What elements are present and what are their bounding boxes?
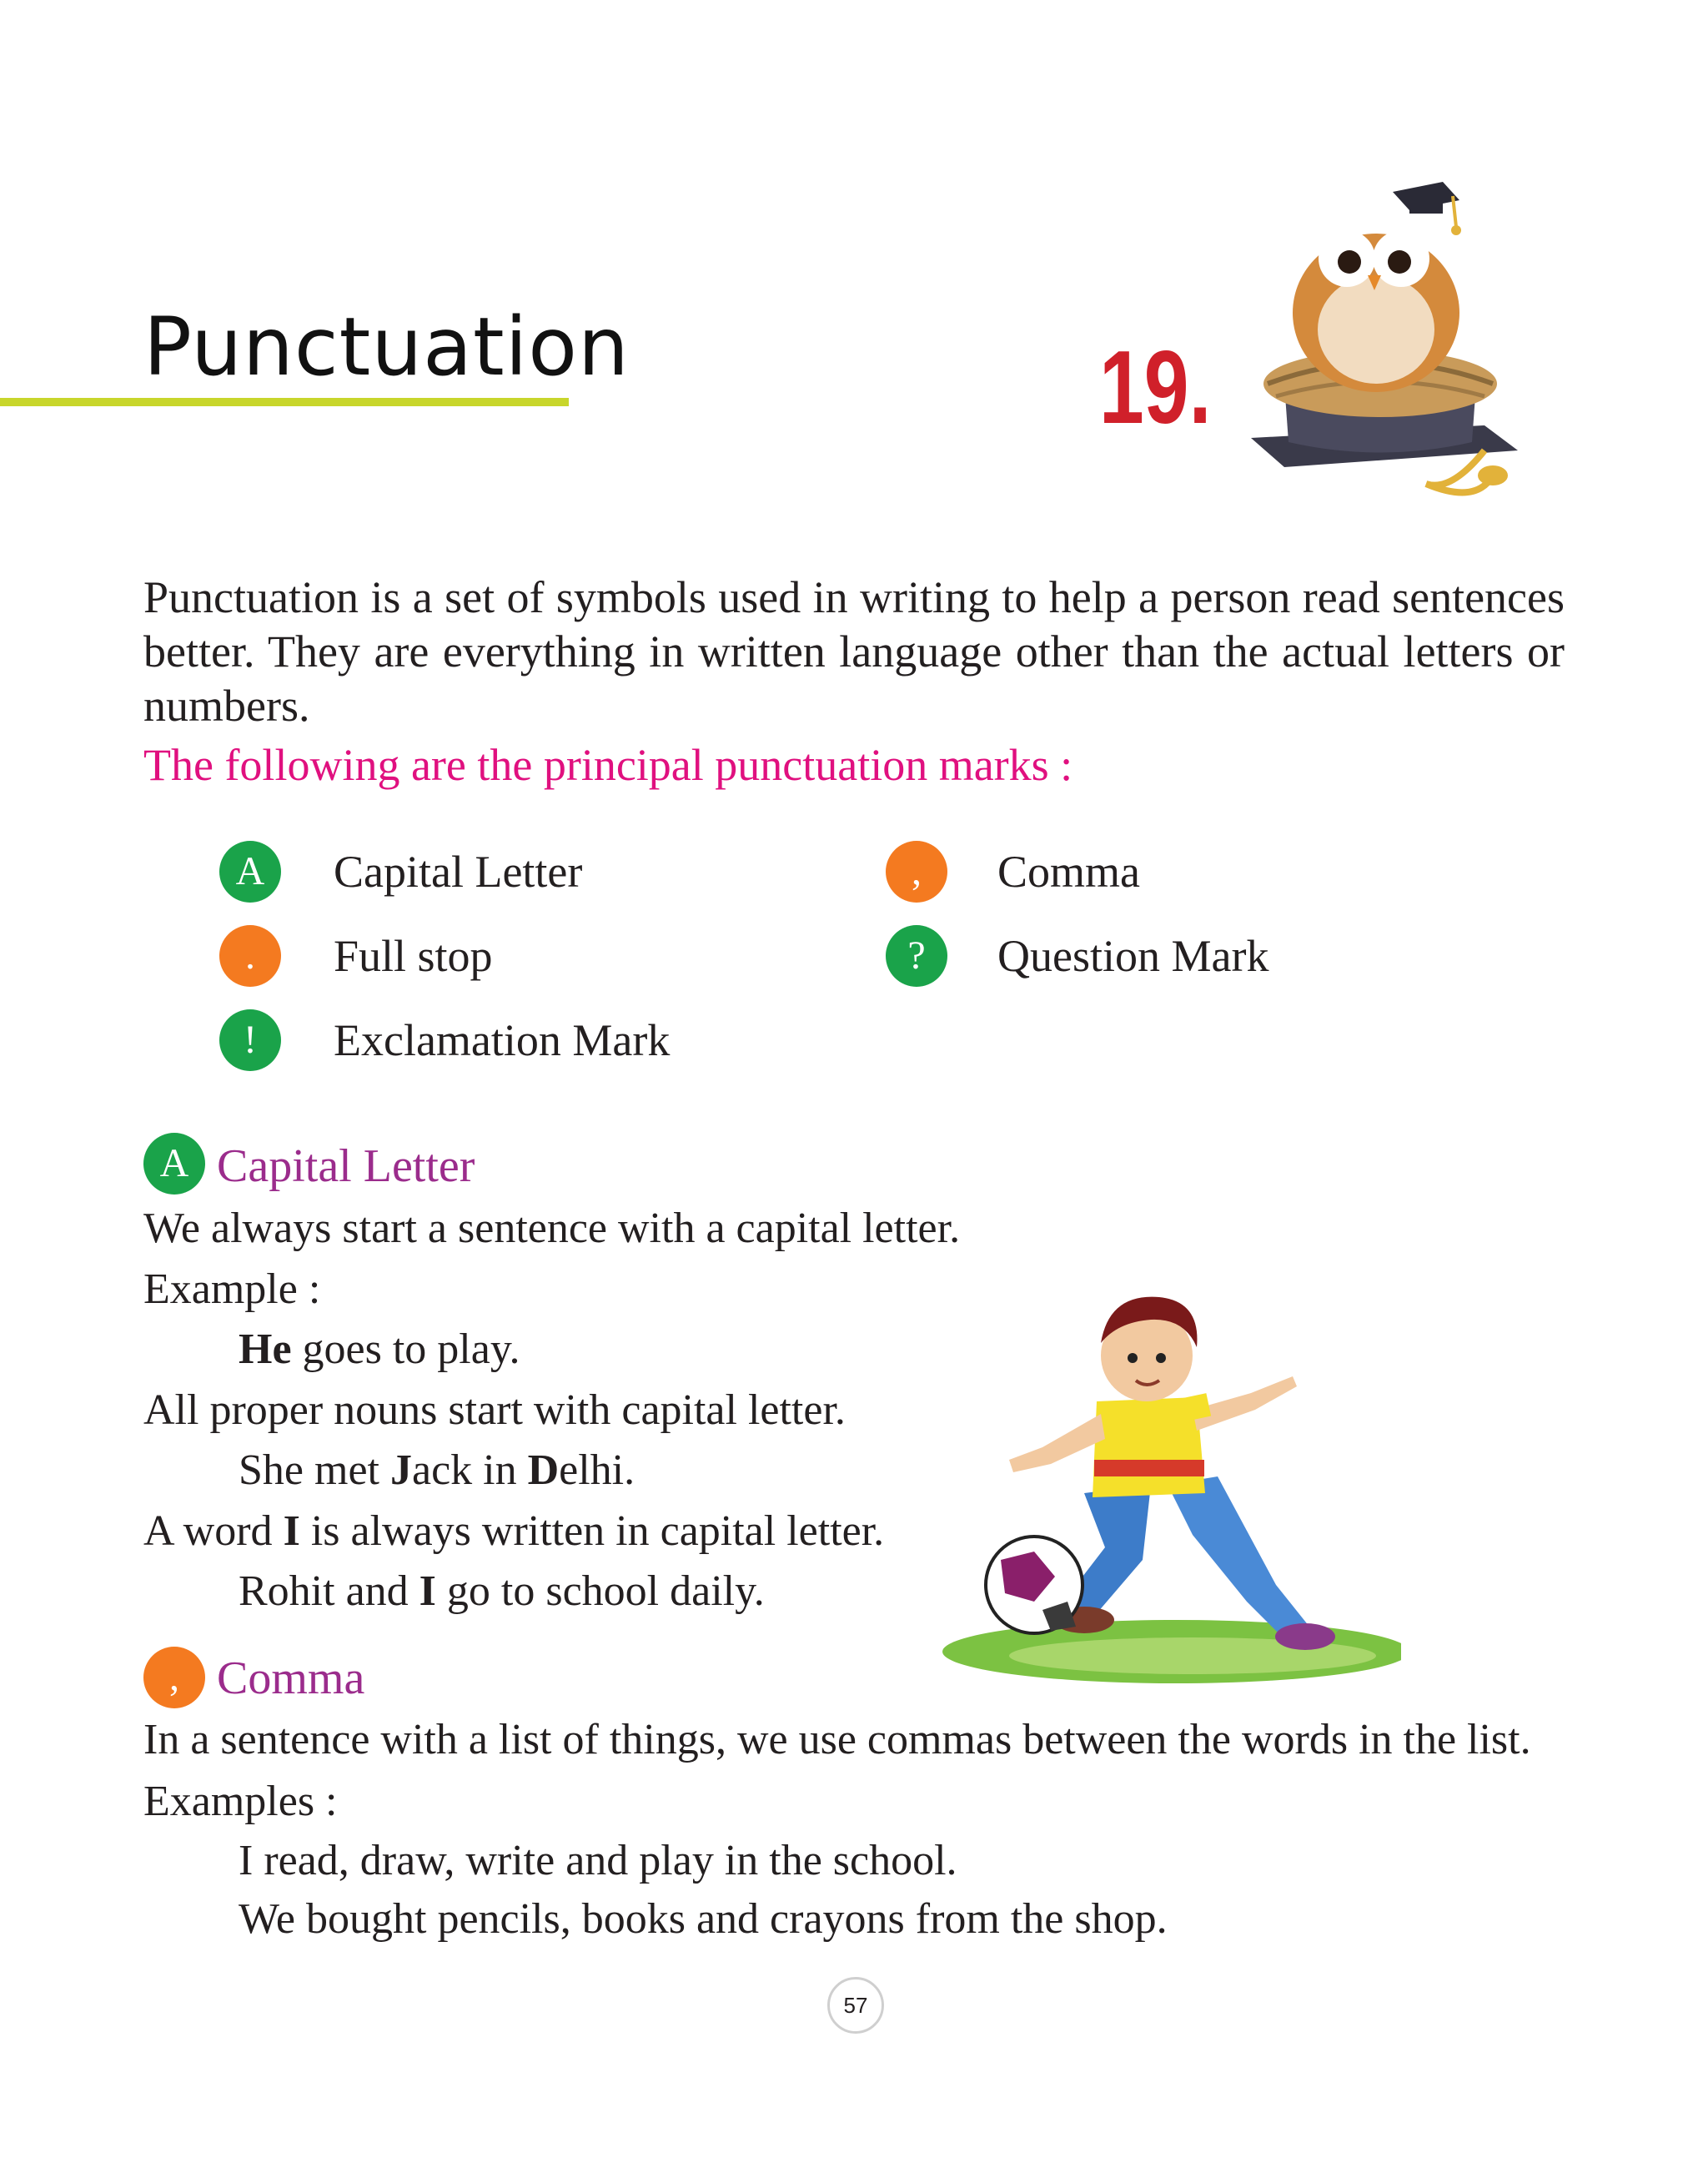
comma-section-icon: , — [143, 1647, 205, 1708]
capital-letter-heading: Capital Letter — [217, 1140, 475, 1192]
boy-playing-football-illustration — [917, 1260, 1401, 1693]
capital-example-1: He goes to play. — [239, 1325, 520, 1373]
mark-label-question-mark: Question Mark — [997, 931, 1269, 981]
full-stop-badge-icon: . — [219, 925, 281, 987]
capital-letter-section-icon: A — [143, 1133, 205, 1195]
intro-lead: The following are the principal punctuation marks : — [143, 740, 1073, 790]
capital-example-label: Example : — [143, 1265, 321, 1313]
mark-label-full-stop: Full stop — [334, 931, 493, 981]
owl-illustration — [1234, 175, 1535, 517]
capital-rule-2: All proper nouns start with capital letter. — [143, 1386, 846, 1434]
question-mark-badge-icon: ? — [886, 925, 947, 987]
comma-heading: Comma — [217, 1652, 365, 1704]
capital-example-2: She met Jack in Delhi. — [239, 1446, 635, 1494]
page-number: 57 — [827, 1977, 884, 2034]
chapter-number: 19. — [1099, 330, 1212, 445]
mark-label-comma: Comma — [997, 847, 1140, 897]
capital-rule-3: A word I is always written in capital letter. — [143, 1507, 885, 1555]
mark-label-exclamation-mark: Exclamation Mark — [334, 1015, 671, 1065]
comma-example-2: We bought pencils, books and crayons from the shop. — [239, 1895, 1168, 1943]
comma-example-1: I read, draw, write and play in the school. — [239, 1837, 957, 1884]
intro-paragraph: Punctuation is a set of symbols used in writing to help a person read sentences better. They are everything in written language other than the actual letters or numbers. — [143, 572, 1565, 731]
title-underline — [0, 398, 569, 406]
exclamation-mark-badge-icon: ! — [219, 1009, 281, 1071]
comma-badge-icon: , — [886, 841, 947, 903]
capital-rule-1: We always start a sentence with a capital letter. — [143, 1205, 961, 1252]
comma-rule: In a sentence with a list of things, we use commas between the words in the list. — [143, 1716, 1531, 1763]
capital-example-3: Rohit and I go to school daily. — [239, 1567, 765, 1615]
capital-letter-badge-icon: A — [219, 841, 281, 903]
mark-label-capital-letter: Capital Letter — [334, 847, 583, 897]
page-title: Punctuation — [143, 300, 630, 394]
comma-examples-label: Examples : — [143, 1778, 338, 1825]
